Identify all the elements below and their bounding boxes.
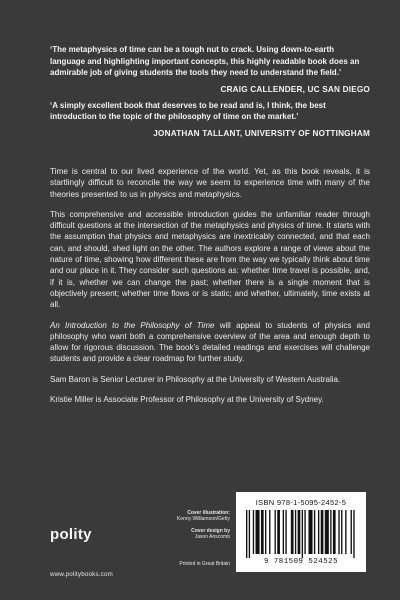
barcode-bar: [321, 510, 324, 554]
barcode-bar: [295, 510, 296, 554]
blurb-paragraph: [50, 320, 370, 365]
barcode-bar: [304, 510, 305, 554]
barcode-bar: [246, 510, 247, 558]
barcode-bar: [341, 510, 342, 554]
blurb-paragraph-text: will appeal to students of physics and philosophy who want both a comprehensive overview of the area and enough depth to allow for rigorous discussion. The book’s detailed readings and exercises will challenge students and provide a clear roadmap for further study.: [50, 320, 370, 364]
author-bio: Kristie Miller is Associate Professor of Philosophy at the University of Sydney.: [50, 395, 324, 405]
barcode-bar: [253, 510, 254, 554]
blurb-paragraph: This comprehensive and accessible introduction guides the unfamiliar reader through difficult questions at the intersection of the metaphysics and physics of time. It starts with the assumption that physics and metaphysics are inextricably connected, and that each can, and should, shed light on the other. The authors explore a range of views about the nature of time, showing how different these are from the way we typically think about time and our place in it. They consider such questions as: whether time travel is possible, and, if it is, whether we can change the past; whether there is a single moment that is objectively present; whether time flows or is static; and whether, ultimately, time exists at all.: [50, 209, 370, 310]
barcode-digits: 9 781509 524525: [263, 558, 339, 566]
barcode-bar: [256, 510, 260, 554]
barcode-bar: [333, 510, 336, 554]
barcode-bar: [269, 510, 270, 554]
barcode-bar: [318, 510, 319, 554]
publisher-website: www.politybooks.com: [50, 571, 113, 578]
barcode-bar: [308, 510, 312, 554]
barcode-bar: [314, 510, 315, 554]
barcode-bars: [246, 510, 356, 558]
barcode-bar: [325, 510, 329, 554]
endorsement: [50, 100, 370, 138]
barcode-bar: [291, 510, 294, 554]
endorsement-author: CRAIG CALLENDER, UC SAN DIEGO: [220, 84, 370, 94]
endorsement-author: JONATHAN TALLANT, UNIVERSITY OF NOTTINGHAM: [153, 128, 370, 138]
endorsement: [50, 44, 370, 94]
barcode-bar: [265, 510, 266, 554]
design-credit: [150, 528, 230, 541]
isbn-label: ISBN 978-1-5095-2452-5: [255, 498, 347, 507]
illustration-credit: [150, 510, 230, 523]
barcode-bar: [338, 510, 339, 554]
barcode-bar: [283, 510, 284, 554]
barcode-bar: [249, 510, 250, 558]
barcode-bar: [261, 510, 264, 554]
cover-credits: [150, 510, 230, 572]
credit-name: Kenny Williamson/Getty: [176, 516, 230, 523]
credit-label: Cover design by: [191, 527, 230, 534]
barcode: [236, 492, 366, 572]
barcode-bar: [351, 510, 352, 554]
credit-label: Cover illustration:: [187, 510, 230, 516]
barcode-bar: [353, 510, 354, 558]
publisher-logo: polity: [50, 526, 92, 543]
barcode-bar: [285, 510, 286, 554]
barcode-bar: [277, 510, 280, 554]
author-bio: Sam Baron is Senior Lecturer in Philosophy at the University of Western Australia.: [50, 374, 341, 384]
barcode-bar: [345, 510, 346, 554]
barcode-bar: [330, 510, 331, 554]
book-title: An Introduction to the Philosophy of Time: [50, 320, 215, 330]
barcode-bar: [275, 510, 276, 554]
endorsement-quote: ‘The metaphysics of time can be a tough nut to crack. Using down-to-earth language and highlighting important concepts, this highly readable book does an admirable job of giving students the tools they need to understand the field.’: [50, 45, 360, 77]
credit-name: Jason Anscomb: [194, 534, 230, 541]
blurb-paragraph: Time is central to our lived experience of the world. Yet, as this book reveals, it is startlingly difficult to reconcile the way we seem to experience time with many of the theories presented to us in physics and metaphysics.: [50, 167, 370, 199]
endorsement-quote: ‘A simply excellent book that deserves to be read and is, I think, the best introduction to the topic of the philosophy of time on the market.’: [50, 100, 326, 121]
endorsements: [50, 44, 370, 138]
blurb: [50, 166, 370, 414]
printed-in: Printed in Great Britain: [179, 560, 230, 567]
barcode-bar: [302, 510, 303, 558]
barcode-bar: [298, 510, 301, 554]
